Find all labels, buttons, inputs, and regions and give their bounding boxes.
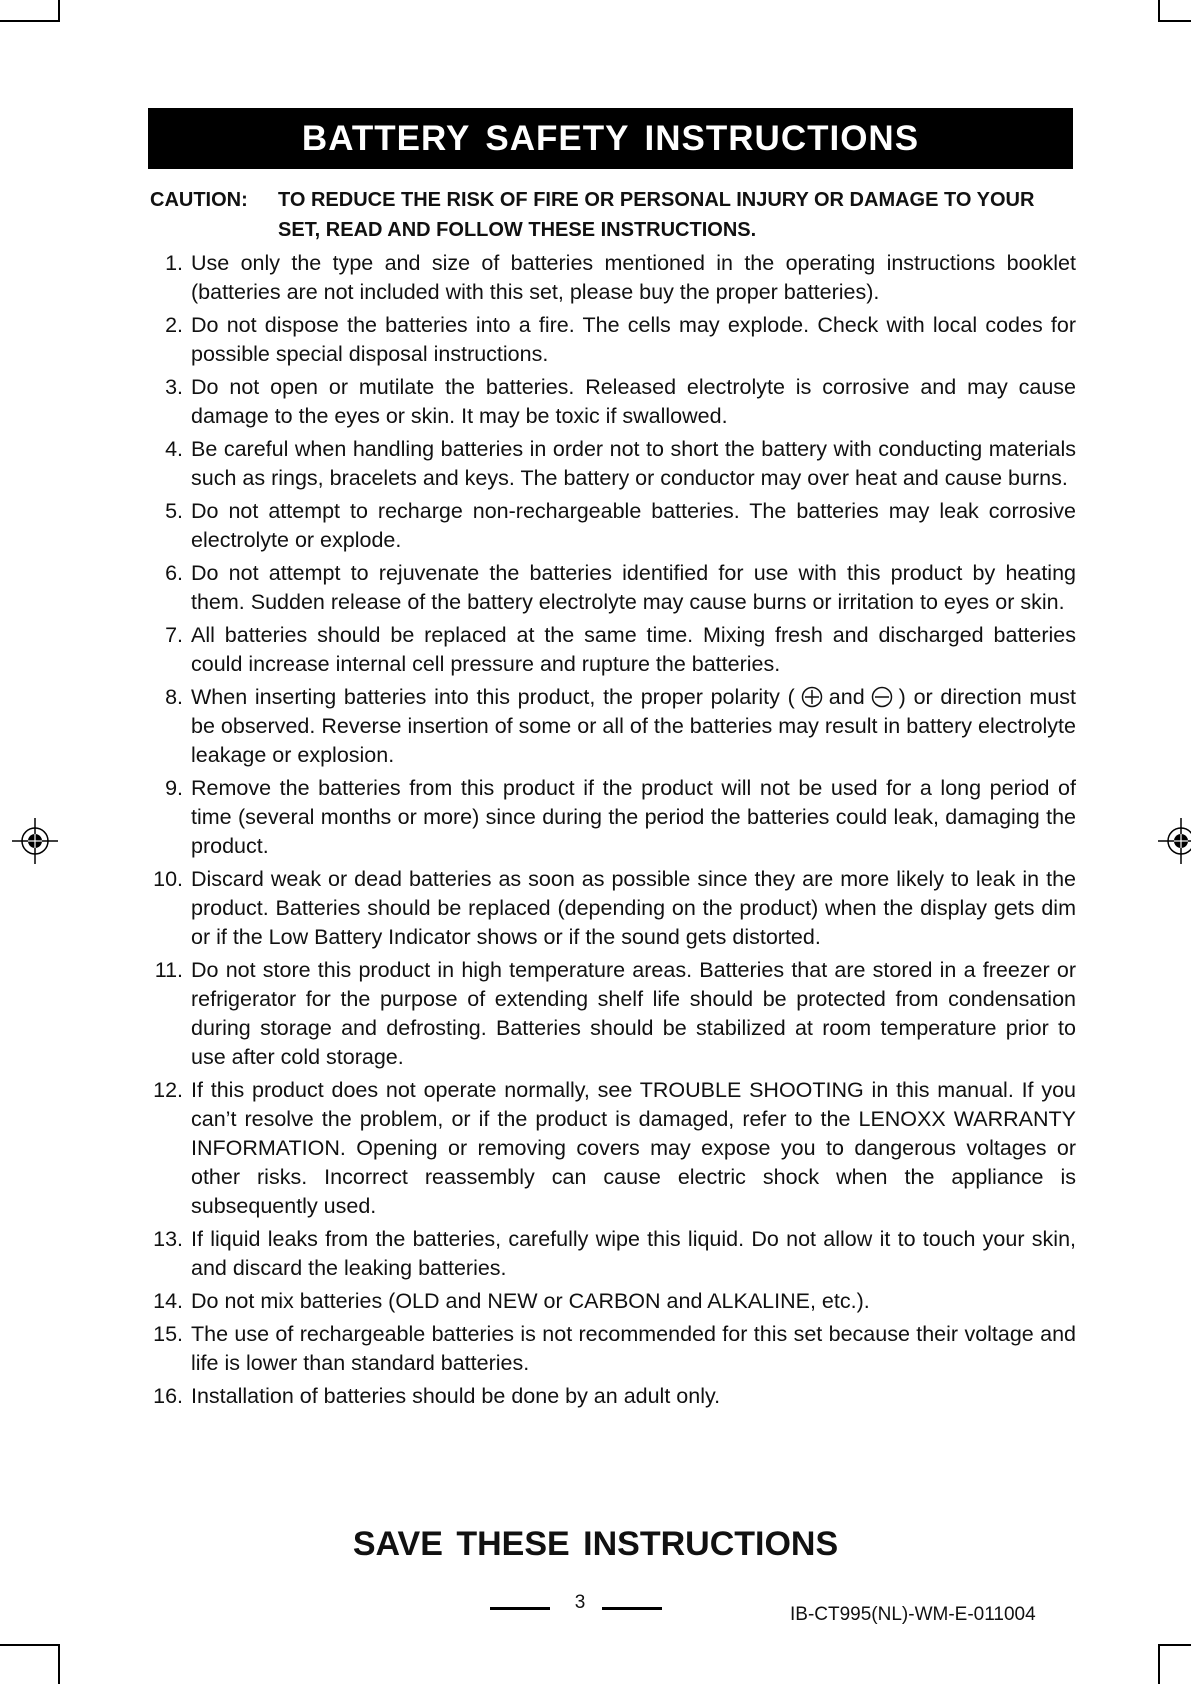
item-number: 12. [153,1078,183,1102]
crop-mark [1158,1644,1191,1646]
item-text: Do not dispose the batteries into a fire. The cells may explode. Check with local codes for possible special disposal instructions. [191,313,1076,366]
list-item [140,683,1076,770]
item-number: 9. [165,776,183,800]
item-text-end: ) or direction must be observed. Reverse insertion of some or all of the batteries may result in battery electrolyte leakage or explosion. [191,685,1076,767]
list-item [140,249,1076,307]
item-text: If this product does not operate normally, see TROUBLE SHOOTING in this manual. If you can’t resolve the problem, or if the product is damaged, refer to the LENOXX WARRANTY INFORMATION. Opening or removing covers may expose you to dangerous voltages or other risks. Incorrect reassembly can cause electric shock when the appliance is subsequently used. [191,1078,1076,1218]
list-item [140,1320,1076,1378]
list-item [140,497,1076,555]
item-number: 15. [153,1322,183,1346]
item-text: The use of rechargeable batteries is not recommended for this set because their voltage and life is lower than standard batteries. [191,1322,1076,1375]
crop-mark [1158,0,1160,20]
list-item [140,1287,1076,1316]
list-item [140,311,1076,369]
list-item [140,621,1076,679]
save-heading: SAVE THESE INSTRUCTIONS [352,1525,839,1563]
caution-text: TO REDUCE THE RISK OF FIRE OR PERSONAL INJURY OR DAMAGE TO YOUR SET, READ AND FOLLOW THESE INSTRUCTIONS. [278,189,1035,241]
list-item [140,435,1076,493]
crop-mark [0,20,60,22]
item-text: If liquid leaks from the batteries, carefully wipe this liquid. Do not allow it to touch your skin, and discard the leaking batteries. [191,1227,1076,1280]
crop-mark [58,1644,60,1684]
plus-circle-icon [801,686,823,708]
item-number: 7. [165,623,183,647]
item-text: Do not attempt to rejuvenate the batteries identified for use with this product by heating them. Sudden release of the battery electrolyte may cause burns or irritation to eyes or skin. [191,561,1076,614]
item-number: 14. [153,1289,183,1313]
footer-rule [490,1607,550,1610]
page-number: 3 [574,1592,586,1613]
item-text: Use only the type and size of batteries mentioned in the operating instructions booklet (batteries are not included with this set, please buy the proper batteries). [191,251,1076,304]
item-number: 2. [165,313,183,337]
list-item [140,559,1076,617]
item-text: Remove the batteries from this product if the product will not be used for a long period of time (several months or more) since during the period the batteries could leak, damaging the product. [191,776,1076,858]
list-item [140,1225,1076,1283]
registration-mark-icon [12,818,58,864]
footer-rule [602,1607,662,1610]
minus-circle-icon [871,686,893,708]
caution-label: CAUTION: [150,189,248,211]
item-text: Be careful when handling batteries in order not to short the battery with conducting materials such as rings, bracelets and keys. The battery or conductor may over heat and cause burns. [191,437,1076,490]
crop-mark [1158,20,1191,22]
item-number: 13. [153,1227,183,1251]
item-number: 3. [165,375,183,399]
list-item [140,1076,1076,1221]
page-title: BATTERY SAFETY INSTRUCTIONS [148,108,1073,169]
item-number: 4. [165,437,183,461]
list-item [140,956,1076,1072]
item-text: Do not open or mutilate the batteries. Released electrolyte is corrosive and may cause damage to the eyes or skin. It may be toxic if swallowed. [191,375,1076,428]
item-number: 6. [165,561,183,585]
item-number: 16. [153,1384,183,1408]
registration-mark-icon [1158,818,1191,864]
list-item [140,865,1076,952]
item-number: 10. [153,867,183,891]
caution-block [150,185,1076,245]
list-item [140,774,1076,861]
item-text: Installation of batteries should be done by an adult only. [191,1384,721,1408]
item-number: 1. [165,251,183,275]
crop-mark [58,0,60,20]
item-text-start: When inserting batteries into this product, the proper polarity ( [191,685,795,709]
item-text-and: and [828,685,865,709]
item-number: 8. [165,685,183,709]
item-number: 5. [165,499,183,523]
item-text: Discard weak or dead batteries as soon as possible since they are more likely to leak in the product. Batteries should be replaced (depending on the product) when the display gets dim or if the Low Battery Indicator shows or if the sound gets distorted. [191,867,1076,949]
item-text: Do not store this product in high temperature areas. Batteries that are stored in a freezer or refrigerator for the purpose of extending shelf life should be protected from condensation during storage and defrosting. Batteries should be stabilized at room temperature prior to use after cold storage. [191,958,1076,1069]
item-text: Do not mix batteries (OLD and NEW or CARBON and ALKALINE, etc.). [191,1289,870,1313]
instruction-list [140,249,1076,1415]
item-text: All batteries should be replaced at the same time. Mixing fresh and discharged batteries could increase internal cell pressure and rupture the batteries. [191,623,1076,676]
crop-mark [0,1644,60,1646]
list-item [140,1382,1076,1411]
list-item [140,373,1076,431]
document-code: IB-CT995(NL)-WM-E-011004 [790,1604,1036,1625]
item-number: 11. [154,958,183,982]
item-text: Do not attempt to recharge non-rechargeable batteries. The batteries may leak corrosive electrolyte or explode. [191,499,1076,552]
crop-mark [1158,1644,1160,1684]
